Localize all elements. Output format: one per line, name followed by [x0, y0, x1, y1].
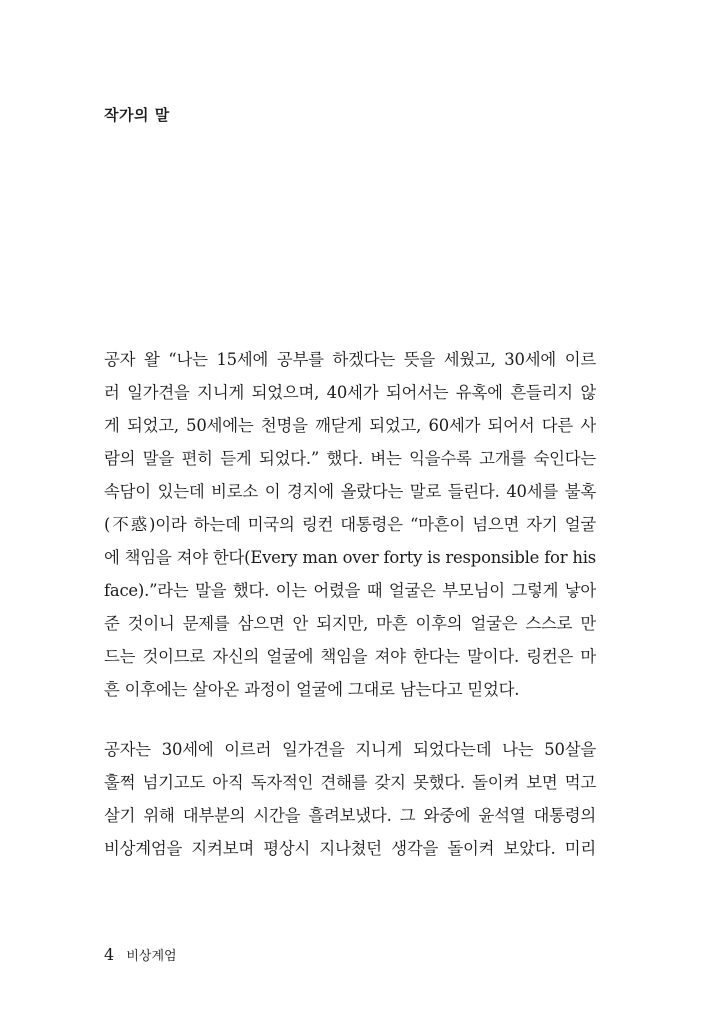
- text-line: 드는 것이므로 자신의 얼굴에 책임을 져야 한다는 말이다. 링컨은 마: [104, 647, 596, 666]
- text-line: 흔 이후에는 살아온 과정이 얼굴에 그대로 남는다고 믿었다.: [104, 680, 520, 699]
- running-title: 비상계엄: [126, 949, 177, 964]
- text-line: 러 일가견을 지니게 되었으며, 40세가 되어서는 유혹에 흔들리지 않: [104, 383, 596, 402]
- page-number: 4: [104, 945, 115, 964]
- text-line: 에 책임을 져야 한다(Every man over forty is responsible for his: [104, 548, 596, 567]
- body-paragraph: [104, 343, 596, 706]
- text-line: 준 것이니 문제를 삼으면 안 되지만, 마흔 이후의 얼굴은 스스로 만: [104, 614, 596, 633]
- page-footer: [104, 945, 177, 964]
- text-line: 공자는 30세에 이르러 일가견을 지니게 되었다는데 나는 50살을: [104, 740, 596, 759]
- text-line: 비상계엄을 지켜보며 평상시 지나쳤던 생각을 돌이켜 보았다. 미리: [104, 839, 596, 858]
- text-line: 속담이 있는데 비로소 이 경지에 올랐다는 말로 들린다. 40세를 불혹: [104, 482, 596, 501]
- text-line: 살기 위해 대부분의 시간을 흘려보냈다. 그 와중에 윤석열 대통령의: [104, 806, 596, 825]
- text-line: 훌쩍 넘기고도 아직 독자적인 견해를 갖지 못했다. 돌이켜 보면 먹고: [104, 773, 596, 792]
- text-line: face).”라는 말을 했다. 이는 어렸을 때 얼굴은 부모님이 그렇게 낳아: [104, 581, 596, 600]
- body-paragraph: [104, 733, 596, 865]
- text-line: (不惑)이라 하는데 미국의 링컨 대통령은 “마흔이 넘으면 자기 얼굴: [104, 515, 596, 534]
- text-line: 공자 왈 “나는 15세에 공부를 하겠다는 뜻을 세웠고, 30세에 이르: [104, 350, 596, 369]
- text-line: 게 되었고, 50세에는 천명을 깨닫게 되었고, 60세가 되어서 다른 사: [104, 416, 596, 435]
- text-line: 람의 말을 편히 듣게 되었다.” 했다. 벼는 익을수록 고개를 숙인다는: [104, 449, 596, 468]
- page-title: 작가의 말: [104, 106, 170, 124]
